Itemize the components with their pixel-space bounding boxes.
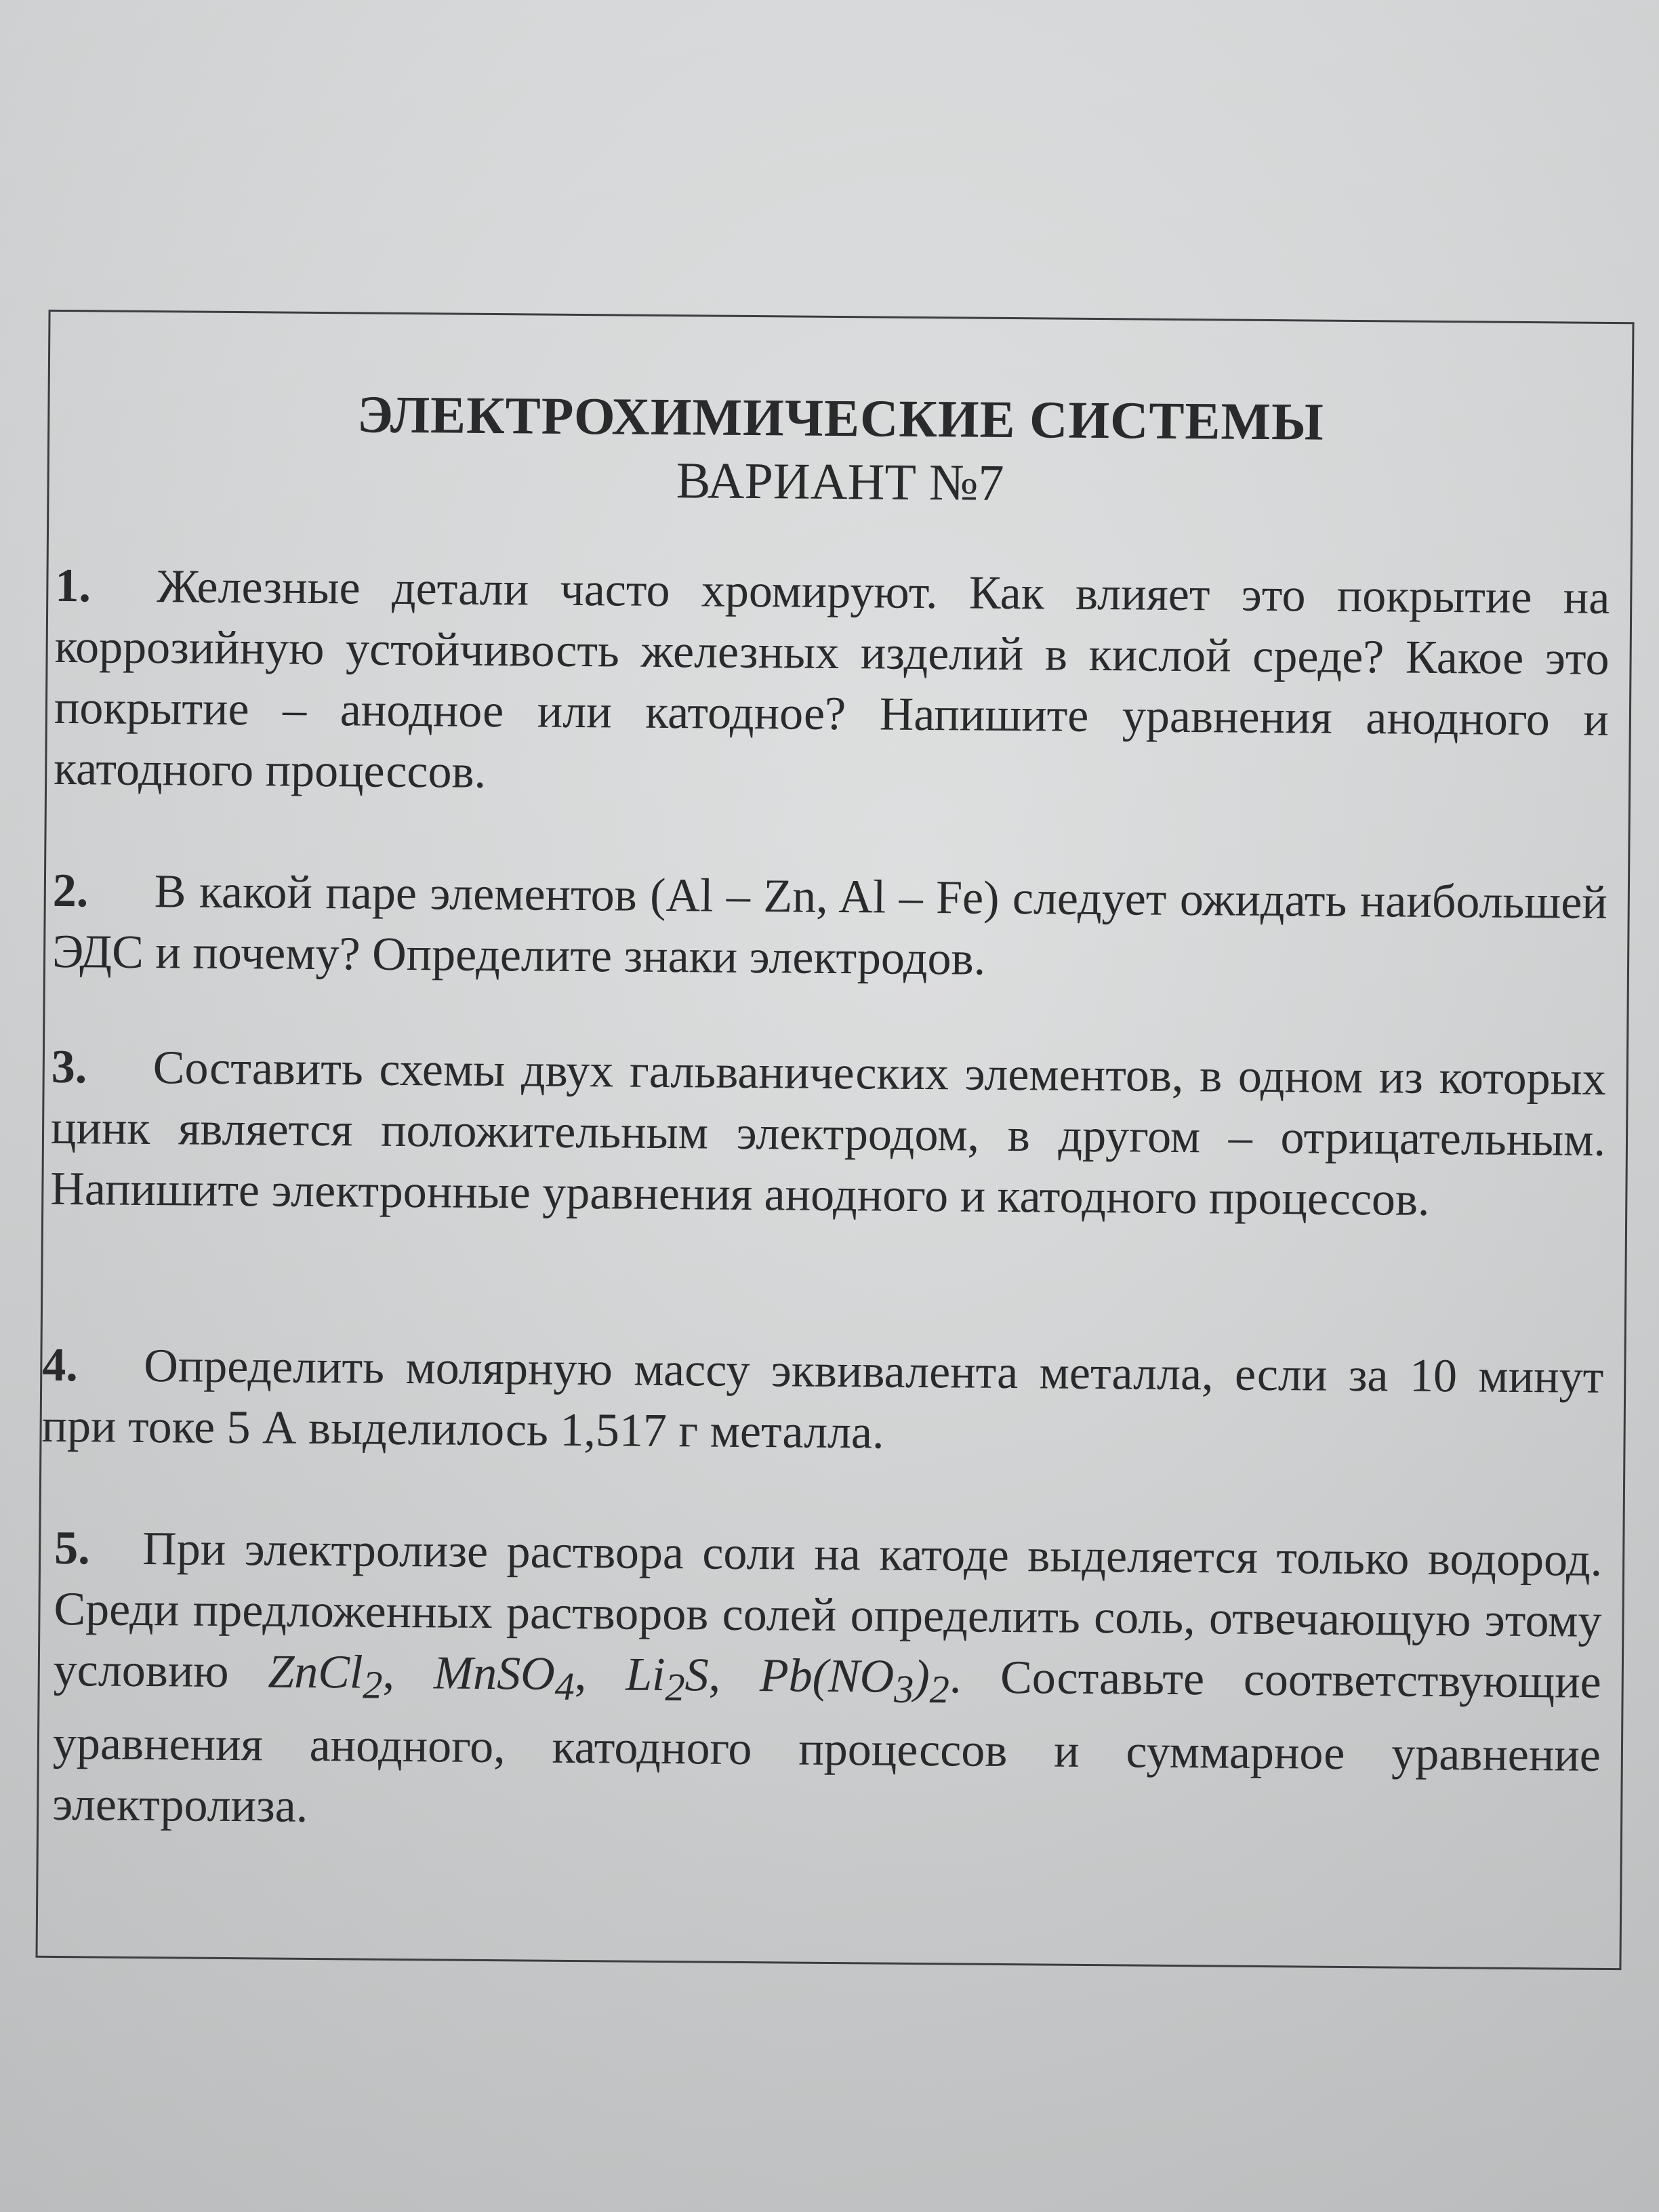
salt-mnso4: MnSO$_4$ (433, 1647, 575, 1709)
salt-zncl2: ZnCl$_2$ (268, 1645, 383, 1707)
task-number: 4. (42, 1338, 79, 1392)
header (49, 380, 1631, 519)
task-text-after: . Составьте соответствующие уравнения анодного, катодного процессов и суммарное уравнение электролиза. (52, 1651, 1602, 1832)
task-text: Железные детали часто хромируют. Как влияет это покрытие на коррозийную устойчивость железных изделий в кислой среде? Какое это покрытие – анодное или катодное? Напишите уравнения анодного и катодного процессов. (53, 560, 1610, 798)
page-title: ЭЛЕКТРОХИМИЧЕСКИЕ СИСТЕМЫ (356, 384, 1325, 451)
task-text-before: При электролизе раствора соли на катоде выделяется только водород. Среди предложенных растворов солей определить соль, отвечающую этому условию (53, 1522, 1603, 1698)
task-number: 1. (55, 559, 91, 613)
task-frame (35, 310, 1634, 1970)
task-4 (41, 1335, 1603, 1469)
variant-label: ВАРИАНТ №7 (676, 452, 1004, 512)
task-1 (54, 556, 1610, 812)
task-number: 3. (51, 1040, 87, 1094)
task-number: 2. (52, 864, 89, 918)
task-text: В какой паре элементов (Al – Zn, Al – Fe) следует ожидать наибольшей ЭДС и почему? Определите знаки электродов. (52, 865, 1608, 985)
task-2 (52, 861, 1607, 995)
task-5: 5. При электролизе раствора соли на катоде выделяется только водород. Среди предложенных растворов солей определить соль, отвечающую этому условию ZnCl$_2$, MnSO$_4$, $Li_2S$, $Pb(NO_3)_2$. Составьте соответствующие уравнения анодного, катодного процессов и суммарное уравнение электролиза. (52, 1518, 1603, 1847)
task-text: Составить схемы двух гальванических элементов, в одном из которых цинк является положительным электродом, в другом – отрицательным. Напишите электронные уравнения анодного и катодного процессов. (50, 1042, 1607, 1226)
task-number: 5. (54, 1521, 91, 1575)
task-text: Определить молярную массу эквивалента металла, если за 10 минут при токе 5 А выделилось 1,517 г металла. (41, 1340, 1604, 1459)
salt-pbno32: $Pb(NO_3)_2$ (759, 1650, 950, 1712)
task-3 (50, 1037, 1606, 1232)
salt-li2s: $Li_2S$ (625, 1648, 710, 1710)
